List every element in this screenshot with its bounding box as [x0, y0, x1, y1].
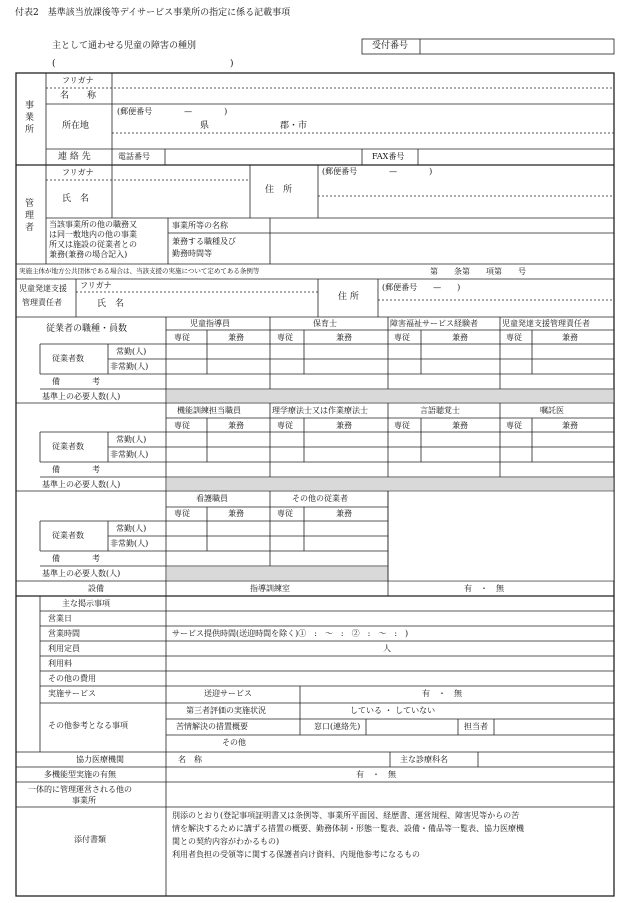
cdsm-address-label: 住 所 [338, 292, 359, 302]
office-contact-label: 連 絡 先 [58, 152, 91, 162]
fulltime-3: 常勤(人) [116, 524, 147, 533]
full-3a: 専従 [174, 509, 190, 518]
cdsm-name-label: 氏 名 [97, 299, 125, 309]
office-fax-field[interactable] [419, 150, 613, 164]
ordinance-label: 実施主体が地方公共団体である場合は、当該支援の実施について定めてある条例等 [19, 267, 260, 275]
dual-1b: 兼務 [336, 333, 352, 342]
attachments-l1: 別添のとおり(登記事項証明書又は条例等、事業所平面図、経歴書、運営規程、障害児等からの苦 [172, 811, 520, 820]
job-contract-doctor: 嘱託医 [540, 406, 564, 415]
job-welfare-experienced: 障害福祉サービス経験者 [390, 319, 478, 328]
full-1b: 専従 [277, 333, 293, 342]
training-room-label: 指導訓練室 [250, 584, 290, 593]
required-2: 基準上の必要人数(人) [42, 480, 121, 489]
manager-office-name-label: 事業所等の名称 [172, 221, 228, 230]
dual-3a: 兼務 [228, 509, 244, 518]
job-nursery-teacher: 保育士 [313, 319, 337, 328]
manager-concurrent-l3: 所又は施設の従業者との [49, 240, 137, 249]
job-speech-therapist: 言語聴覚士 [420, 406, 460, 415]
capacity-label: 利用定員 [48, 644, 80, 653]
full-1d: 専従 [506, 333, 522, 342]
attachments-l3: 関との契約内容がわかるもの) [172, 837, 280, 846]
fulltime-2: 常勤(人) [116, 435, 147, 444]
manager-duty-l1: 兼務する職種及び [172, 237, 236, 246]
transport-yesno[interactable]: 有 ・ 無 [422, 689, 462, 698]
office-furigana-label: フリガナ [62, 76, 94, 85]
business-days-label: 営業日 [48, 614, 72, 623]
other-fee-label: その他の費用 [48, 674, 96, 683]
office-prefecture: 県 [200, 121, 210, 131]
remarks-2: 備 考 [52, 465, 100, 474]
manager-concurrent-l2: は同一敷地内の他の事業 [49, 230, 137, 239]
full-1a: 専従 [174, 333, 190, 342]
dual-2a: 兼務 [228, 421, 244, 430]
attachments-l2: 情を解決するために講ずる措置の概要、勤務体制・形態一覧表、設備・備品等一覧表、協力医療機 [172, 824, 524, 833]
full-2c: 専従 [394, 421, 410, 430]
business-hours-label: 営業時間 [48, 629, 80, 638]
attachments-l4: 利用者負担の受領等に関する保護者向け資料、内規他参考になるもの [172, 850, 420, 859]
attachments-label: 添付書類 [74, 835, 106, 844]
parttime-3: 非常勤(人) [110, 539, 149, 548]
receipt-number-field[interactable] [421, 40, 613, 53]
full-3b: 専従 [277, 509, 293, 518]
capacity-unit: 人 [383, 644, 391, 653]
receipt-number-label: 受付番号 [372, 41, 409, 51]
transport-label: 送迎サービス [204, 689, 252, 698]
third-party-label: 第三者評価の実施状況 [186, 706, 266, 715]
complaint-label: 苦情解決の措置概要 [176, 722, 248, 731]
cdsm-furigana-label: フリガナ [80, 281, 112, 290]
manager-postal: (郵便番号 — ) [322, 167, 433, 176]
equipment-label: 設備 [88, 584, 104, 593]
staff-jobs-header: 従業者の職種・員数 [46, 324, 128, 334]
fee-label: 利用料 [48, 659, 72, 668]
count-label-1: 従業者数 [52, 354, 84, 363]
dual-1c: 兼務 [452, 333, 468, 342]
disability-type-label: 主として通わせる児童の障害の種別 [52, 41, 197, 51]
office-name-label: 名 称 [60, 91, 97, 101]
manager-concurrent-l1: 当該事業所の他の職務又 [49, 220, 137, 229]
office-fax-label: FAX番号 [372, 152, 405, 161]
job-nurse: 看護職員 [196, 494, 228, 503]
full-2b: 専従 [277, 421, 293, 430]
training-room-yesno[interactable]: 有 ・ 無 [464, 584, 504, 593]
manager-concurrent-l4: 兼務(兼務の場合記入) [49, 250, 128, 259]
multi-yesno[interactable]: 有 ・ 無 [356, 770, 396, 779]
parttime-2: 非常勤(人) [110, 450, 149, 459]
medical-label: 協力医療機関 [76, 755, 124, 764]
notices-label: 主な掲示事項 [62, 599, 110, 608]
office-city: 郡・市 [280, 121, 308, 131]
manager-furigana-label: フリガナ [62, 168, 94, 177]
business-hours-value: サービス提供時間(送迎時間を除く)① : ～ : ② : ～ : ) [172, 629, 409, 638]
office-phone-label: 電話番号 [118, 152, 150, 161]
third-party-value[interactable]: している ・ していない [350, 706, 436, 715]
parttime-1: 非常勤(人) [110, 362, 149, 371]
dual-2d: 兼務 [562, 421, 578, 430]
integrated-label-l1: 一体的に管理運営される他の [28, 785, 132, 794]
remarks-3: 備 考 [52, 554, 100, 563]
fulltime-1: 常勤(人) [116, 347, 147, 356]
medical-dept-label: 主な診療科名 [400, 755, 448, 764]
integrated-label-l2: 事業所 [72, 796, 96, 805]
cdsm-title-l2: 管理責任者 [22, 298, 62, 307]
reference-label: その他参考となる事項 [48, 721, 128, 730]
paren-close: ) [230, 59, 234, 69]
cdsm-postal: (郵便番号 — ) [382, 283, 461, 292]
count-label-3: 従業者数 [52, 531, 84, 540]
dual-1d: 兼務 [562, 333, 578, 342]
services-label: 実施サービス [48, 689, 96, 698]
dual-2c: 兼務 [452, 421, 468, 430]
office-postal: (郵便番号 — ) [117, 107, 228, 116]
required-1: 基準上の必要人数(人) [42, 392, 121, 401]
ordinance-articles: 第 条第 項第 号 [430, 267, 526, 276]
other-label: その他 [222, 738, 246, 747]
form-title: 付表2 基準該当放課後等デイサービス事業所の指定に係る記載事項 [15, 8, 291, 18]
job-cdsm: 児童発達支援管理責任者 [502, 319, 590, 328]
full-2d: 専従 [506, 421, 522, 430]
medical-name-label: 名 称 [178, 755, 202, 764]
dual-2b: 兼務 [336, 421, 352, 430]
manager-address-label: 住 所 [265, 185, 293, 195]
count-label-2: 従業者数 [52, 442, 84, 451]
paren-open: ( [52, 59, 56, 69]
person-label: 担当者 [464, 722, 488, 731]
required-3: 基準上の必要人数(人) [42, 569, 121, 578]
job-functional-trainer: 機能訓練担当職員 [177, 406, 241, 415]
manager-duty-l2: 勤務時間等 [172, 249, 212, 258]
multi-label: 多機能型実施の有無 [44, 770, 116, 779]
manager-group-label: 管 理 者 [25, 199, 35, 233]
office-name-field[interactable] [113, 89, 613, 103]
job-child-instructor: 児童指導員 [190, 319, 230, 328]
cdsm-title-l1: 児童発達支援 [19, 284, 67, 293]
office-group-label: 事 業 所 [25, 101, 35, 135]
job-other-staff: その他の従業者 [292, 494, 348, 503]
dual-1a: 兼務 [228, 333, 244, 342]
office-address-label: 所在地 [62, 121, 90, 131]
office-furigana-field[interactable] [113, 74, 613, 87]
office-phone-field[interactable] [166, 150, 361, 164]
full-1c: 専従 [394, 333, 410, 342]
full-2a: 専従 [174, 421, 190, 430]
manager-name-label: 氏 名 [62, 194, 90, 204]
job-pt-ot: 理学療法士又は作業療法士 [272, 406, 368, 415]
remarks-1: 備 考 [52, 377, 100, 386]
window-label: 窓口(連絡先) [314, 722, 361, 731]
dual-3b: 兼務 [336, 509, 352, 518]
